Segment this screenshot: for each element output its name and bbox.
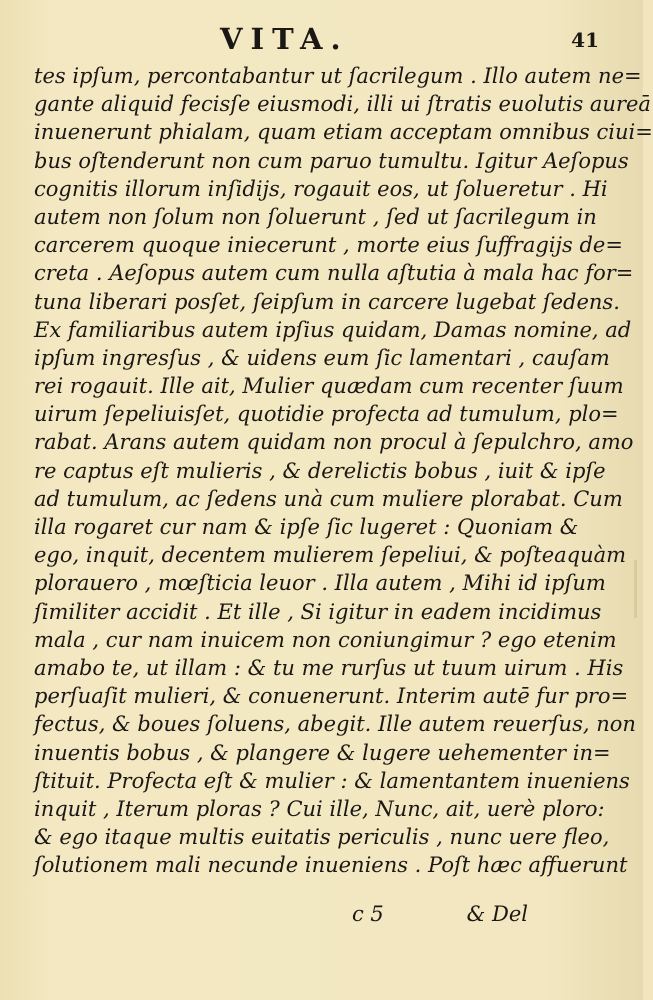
running-title: VITA. (220, 22, 349, 56)
text-line: ſtituit. Profecta eſt & mulier : & lamentantem inueniens (34, 768, 630, 793)
text-line: fectus, & boues ſoluens, abegit. Ille autem reuerſus, non (34, 712, 636, 737)
text-line: creta . Aeſopus autem cum nulla aſtutia à mala hac for= (34, 261, 634, 286)
page-footer (34, 900, 534, 930)
page-number: 41 (571, 28, 599, 52)
text-line: rabat. Arans autem quidam non procul à ſepulchro, amo (34, 430, 634, 455)
text-line: amabo te, ut illam : & tu me rurſus ut tuum uirum . His (34, 655, 624, 680)
text-line: illa rogaret cur nam & ipſe ſic lugeret : Quoniam & (34, 515, 579, 539)
text-line: inquit , Iterum ploras ? Cui ille, Nunc, ait, uerè ploro: (34, 796, 605, 821)
text-line: mala , cur nam inuicem non coniungimur ? ego etenim (34, 627, 617, 652)
text-line: ad tumulum, ac ſedens unà cum muliere plorabat. Cum (34, 486, 623, 511)
page-edge-shadow (634, 560, 637, 618)
page-header (0, 22, 643, 58)
text-line: ipſum ingresſus , & uidens eum ſic lamentari , cauſam (34, 345, 610, 370)
text-line: gante aliquid fecisſe eiusmodi, illi ui ſtratis euolutis aureā (34, 92, 651, 117)
text-line: uirum ſepeliuisſet, quotidie profecta ad tumulum, plo= (34, 402, 619, 427)
text-line: carcerem quoque iniecerunt , morte eius ſuffragijs de= (34, 233, 623, 258)
text-line: autem non ſolum non ſoluerunt , ſed ut ſacrilegum in (34, 204, 597, 229)
text-line: tuna liberari posſet, ſeipſum in carcere lugebat ſedens. (34, 289, 620, 314)
text-line: tes ipſum, percontabantur ut ſacrilegum . Illo autem ne= (34, 64, 642, 88)
text-line: inuenerunt phialam, quam etiam acceptam omnibus ciui= (34, 120, 653, 145)
text-line: & ego itaque multis euitatis periculis , nunc uere fleo, (34, 825, 610, 850)
text-line: ſolutionem mali necunde inueniens . Poſt hæc affuerunt (34, 853, 628, 878)
text-line: Ex familiaribus autem ipſius quidam, Damas nomine, ad (34, 317, 632, 342)
text-line: ſimiliter accidit . Et ille , Si igitur in eadem incidimus (34, 599, 602, 624)
text-line: rei rogauit. Ille ait, Mulier quædam cum recenter ſuum (34, 374, 624, 399)
text-line: bus oſtenderunt non cum paruo tumultu. Igitur Aeſopus (34, 148, 629, 173)
signature-mark: c 5 (352, 902, 384, 926)
text-line: plorauero , mœſticia leuor . Illa autem , Mihi id ipſum (34, 571, 606, 596)
text-line: perſuaſit mulieri, & conuenerunt. Interim autē fur pro= (34, 684, 629, 709)
text-line: ego, inquit, decentem mulierem ſepeliui, & poſteaquàm (34, 543, 627, 568)
text-line: re captus eſt mulieris , & derelictis bobus , iuit & ipſe (34, 458, 606, 483)
catchword: & Del (466, 902, 528, 926)
text-line: cognitis illorum inſidijs, rogauit eos, ut ſolueretur . Hi (34, 176, 608, 201)
text-line: inuentis bobus , & plangere & lugere uehementer in= (34, 740, 611, 765)
body-text (34, 62, 653, 879)
